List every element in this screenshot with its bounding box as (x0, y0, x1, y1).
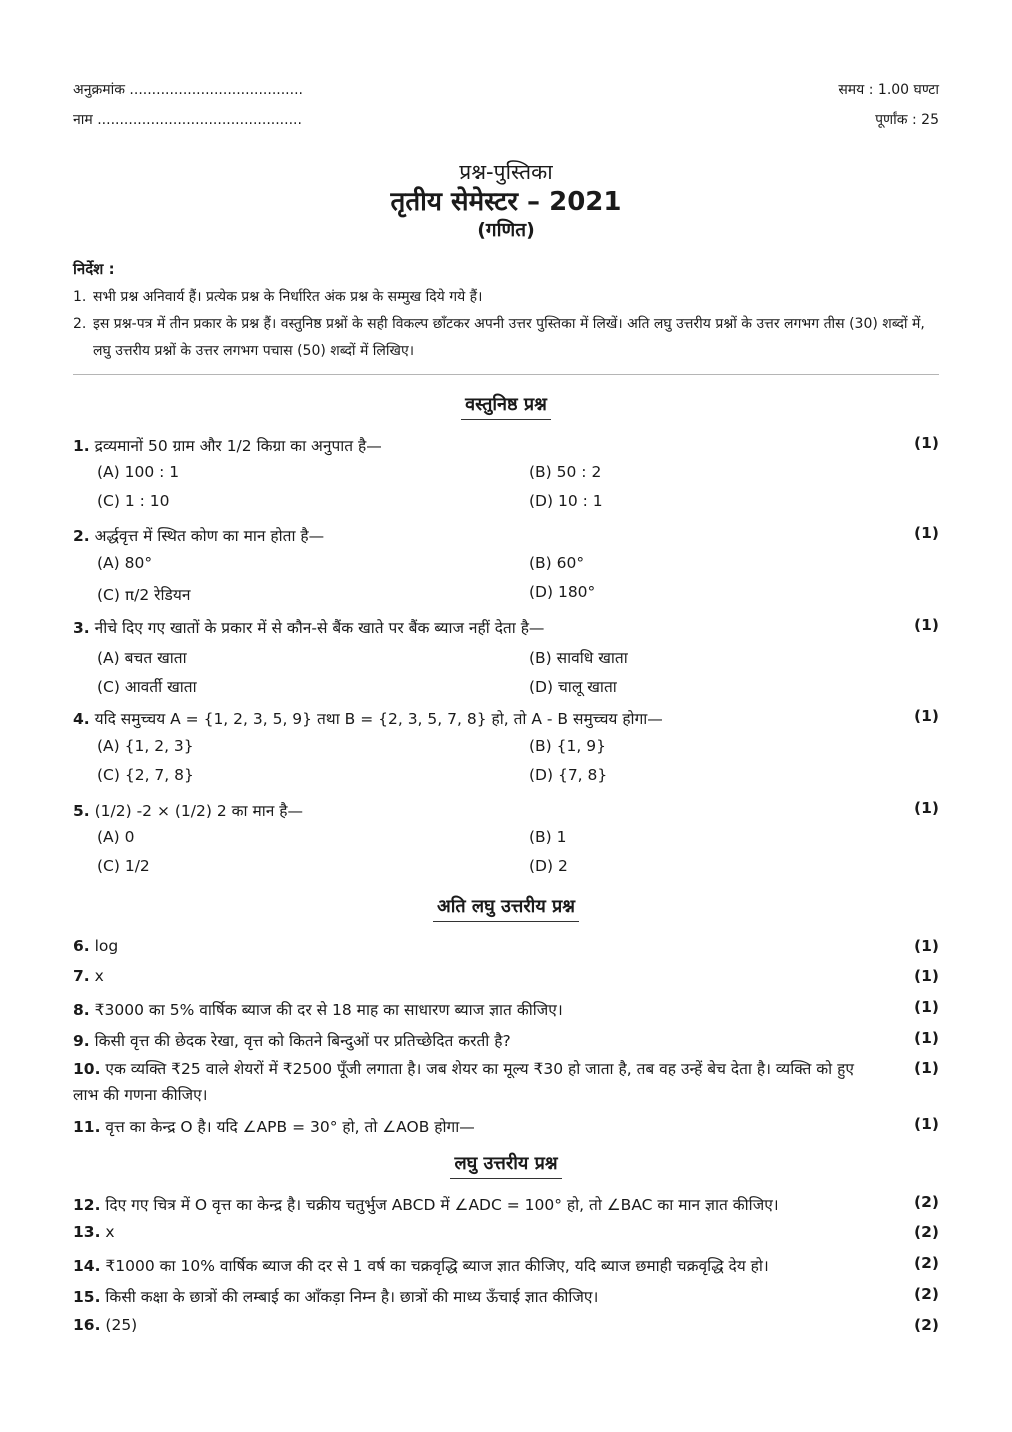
option: (A) बचत खाता (97, 649, 187, 667)
time-label: समय : 1.00 घण्टा (838, 82, 939, 98)
option: (C) 1 : 10 (97, 492, 170, 510)
option: (A) 0 (97, 828, 135, 846)
option: (B) {1, 9} (529, 737, 606, 755)
question-5 (73, 799, 939, 821)
question-text: किसी वृत्त की छेदक रेखा, वृत्त को कितने बिन्दुओं पर प्रतिच्छेदित करती है? (94, 1032, 511, 1050)
option: (A) {1, 2, 3} (97, 737, 194, 755)
question-text: x (94, 967, 104, 985)
instruction-item (73, 284, 939, 311)
question-marks: (1) (914, 1115, 939, 1133)
section-heading-short: लघु उत्तरीय प्रश्न (73, 1151, 939, 1179)
question-marks: (1) (914, 434, 939, 452)
question-number: 12. (73, 1196, 101, 1214)
question-16 (73, 1316, 939, 1334)
option: (B) 50 : 2 (529, 463, 602, 481)
divider (73, 374, 939, 375)
booklet-title: प्रश्न-पुस्तिका (459, 160, 553, 184)
option: (D) 10 : 1 (529, 492, 603, 510)
question-marks: (1) (914, 998, 939, 1016)
question-text: वृत्त का केन्द्र O है। यदि ∠APB = 30° हो, तो ∠AOB होगा— (105, 1118, 475, 1136)
question-text: अर्द्धवृत्त में स्थित कोण का मान होता है— (94, 527, 325, 545)
question-2 (73, 524, 939, 546)
question-7 (73, 967, 939, 985)
question-number: 6. (73, 937, 90, 955)
question-text: (1/2) -2 × (1/2) 2 का मान है— (94, 802, 304, 820)
question-number: 7. (73, 967, 90, 985)
question-number: 11. (73, 1118, 101, 1136)
question-text: दिए गए चित्र में O वृत्त का केन्द्र है। चक्रीय चतुर्भुज ABCD में ∠ADC = 100° हो, तो ∠BAC का मान ज्ञात कीजिए। (105, 1196, 779, 1214)
question-number: 1. (73, 437, 90, 455)
option: (B) 1 (529, 828, 567, 846)
question-15 (73, 1285, 939, 1307)
question-text: ₹1000 का 10% वार्षिक ब्याज की दर से 1 वर्ष का चक्रवृद्धि ब्याज ज्ञात कीजिए, यदि ब्याज छमाही चक्रवृद्धि देय हो। (105, 1257, 769, 1275)
question-marks: (2) (914, 1223, 939, 1241)
question-1 (73, 434, 939, 456)
question-text: log (94, 937, 119, 955)
question-number: 4. (73, 710, 90, 728)
question-marks: (1) (914, 799, 939, 817)
roll-number-label: अनुक्रमांक ....................................... (73, 82, 303, 98)
option: (D) चालू खाता (529, 678, 617, 696)
question-14 (73, 1254, 939, 1276)
question-number: 2. (73, 527, 90, 545)
total-marks-label: पूर्णांक : 25 (875, 112, 939, 128)
question-text: (25) (105, 1316, 138, 1334)
question-3 (73, 616, 939, 638)
question-9 (73, 1029, 939, 1051)
question-marks: (1) (914, 707, 939, 725)
question-number: 15. (73, 1288, 101, 1306)
option: (A) 80° (97, 554, 153, 572)
option: (D) {7, 8} (529, 766, 608, 784)
option: (C) {2, 7, 8} (97, 766, 194, 784)
option: (B) 60° (529, 554, 585, 572)
subject-title: (गणित) (477, 219, 535, 241)
question-4 (73, 707, 939, 729)
question-text: एक व्यक्ति ₹25 वाले शेयरों में ₹2500 पूँजी लगाता है। जब शेयर का मूल्य ₹30 हो जाता है, तब वह उन्हें बेच देता है। व्यक्ति को हुए लाभ की गणना कीजिए। (73, 1060, 854, 1104)
instructions-heading: निर्देश : (73, 260, 115, 278)
option: (C) π/2 रेडियन (97, 586, 191, 604)
instruction-item (73, 311, 939, 365)
question-number: 10. (73, 1060, 101, 1078)
question-marks: (1) (914, 937, 939, 955)
instruction-number: 1. (73, 289, 87, 305)
question-marks: (2) (914, 1285, 939, 1303)
question-marks: (2) (914, 1193, 939, 1211)
question-marks: (1) (914, 524, 939, 542)
question-marks: (1) (914, 616, 939, 634)
question-number: 3. (73, 619, 90, 637)
question-number: 9. (73, 1032, 90, 1050)
instruction-number: 2. (73, 316, 87, 332)
question-marks: (2) (914, 1316, 939, 1334)
question-marks: (1) (914, 1029, 939, 1047)
question-11 (73, 1115, 939, 1137)
question-number: 14. (73, 1257, 101, 1275)
instruction-text: इस प्रश्न-पत्र में तीन प्रकार के प्रश्न हैं। वस्तुनिष्ठ प्रश्नों के सही विकल्प छाँटकर अपनी उत्तर पुस्तिका में लिखें। अति लघु उत्तरीय प्रश्नों के उत्तर लगभग तीस (30) शब्दों में, लघु उत्तरीय प्रश्नों के उत्तर लगभग पचास (50) शब्दों में लिखिए। (93, 316, 925, 359)
question-8 (73, 998, 939, 1020)
question-text: यदि समुच्चय A = {1, 2, 3, 5, 9} तथा B = {2, 3, 5, 7, 8} हो, तो A - B समुच्चय होगा— (94, 710, 663, 728)
question-marks: (1) (914, 1059, 939, 1077)
question-text: द्रव्यमानों 50 ग्राम और 1/2 किग्रा का अनुपात है— (94, 437, 382, 455)
question-marks: (1) (914, 967, 939, 985)
question-10 (73, 1056, 939, 1108)
section-heading-objective: वस्तुनिष्ठ प्रश्न (73, 392, 939, 420)
option: (C) 1/2 (97, 857, 150, 875)
option: (D) 2 (529, 857, 568, 875)
option: (A) 100 : 1 (97, 463, 180, 481)
semester-title: तृतीय सेमेस्टर – 2021 (390, 187, 622, 217)
question-number: 5. (73, 802, 90, 820)
name-label: नाम .............................................. (73, 112, 302, 128)
question-number: 8. (73, 1001, 90, 1019)
option: (C) आवर्ती खाता (97, 678, 197, 696)
question-marks: (2) (914, 1254, 939, 1272)
question-number: 16. (73, 1316, 101, 1334)
question-text: ₹3000 का 5% वार्षिक ब्याज की दर से 18 माह का साधारण ब्याज ज्ञात कीजिए। (94, 1001, 563, 1019)
question-6 (73, 937, 939, 955)
question-number: 13. (73, 1223, 101, 1241)
option: (B) सावधि खाता (529, 649, 628, 667)
section-heading-very-short: अति लघु उत्तरीय प्रश्न (73, 894, 939, 922)
question-12 (73, 1193, 939, 1215)
question-text: नीचे दिए गए खातों के प्रकार में से कौन-से बैंक खाते पर बैंक ब्याज नहीं देता है— (94, 619, 545, 637)
question-text: x (105, 1223, 115, 1241)
question-text: किसी कक्षा के छात्रों की लम्बाई का आँकड़ा निम्न है। छात्रों की माध्य ऊँचाई ज्ञात कीजिए। (105, 1288, 599, 1306)
option: (D) 180° (529, 583, 596, 601)
question-13 (73, 1223, 939, 1241)
instruction-text: सभी प्रश्न अनिवार्य हैं। प्रत्येक प्रश्न के निर्धारित अंक प्रश्न के सम्मुख दिये गये हैं। (93, 289, 483, 305)
